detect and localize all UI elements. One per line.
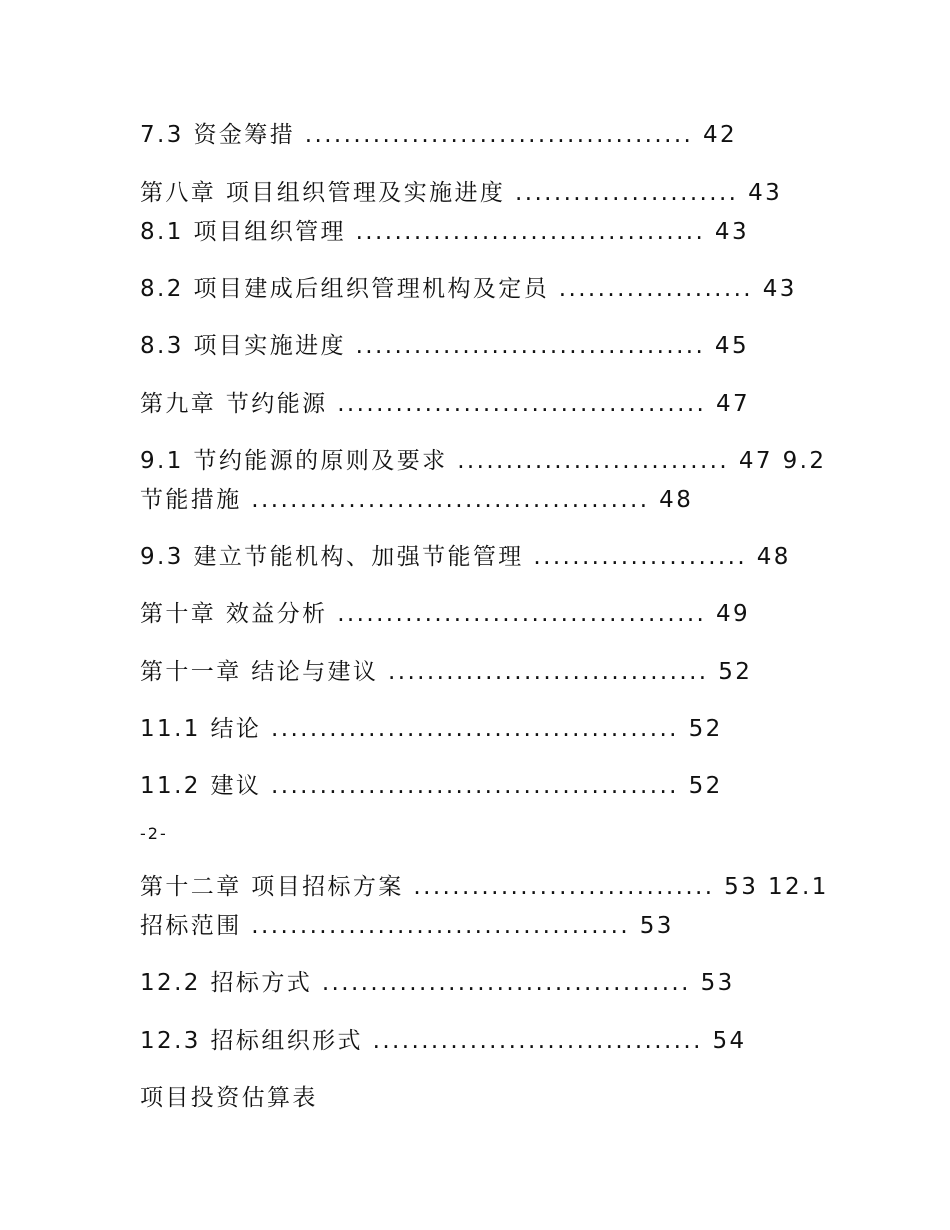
toc-entry: 招标范围 ....................................... 53 [140, 913, 674, 939]
toc-entry: 项目投资估算表 [140, 1085, 318, 1111]
toc-entry: 第十二章 项目招标方案 ............................... 53 12.1 [140, 874, 829, 900]
toc-entry: 第十章 效益分析 ...................................... 49 [140, 601, 751, 627]
toc-entry: 7.3 资金筹措 ........................................ 42 [140, 122, 738, 148]
toc-entry: 第十一章 结论与建议 ................................. 52 [140, 659, 753, 685]
toc-entry: 节能措施 ......................................... 48 [140, 487, 694, 513]
toc-entry: 第八章 项目组织管理及实施进度 ....................... 43 [140, 180, 783, 206]
toc-entry: 8.3 项目实施进度 .................................... 45 [140, 333, 749, 359]
toc-entry: 12.2 招标方式 ...................................... 53 [140, 970, 735, 996]
toc-entry: 12.3 招标组织形式 .................................. 54 [140, 1028, 747, 1054]
toc-entry: 9.3 建立节能机构、加强节能管理 ...................... 48 [140, 544, 791, 570]
toc-entry: 9.1 节约能源的原则及要求 ............................ 47 9.2 [140, 448, 827, 474]
toc-entry: 8.1 项目组织管理 .................................... 43 [140, 219, 749, 245]
toc-entry: 11.1 结论 .......................................... 52 [140, 716, 723, 742]
toc-entry: 8.2 项目建成后组织管理机构及定员 .................... 43 [140, 276, 797, 302]
toc-entry: 11.2 建议 .......................................... 52 [140, 773, 723, 799]
toc-entry: 第九章 节约能源 ...................................... 47 [140, 391, 751, 417]
page-number: -2- [140, 824, 168, 843]
